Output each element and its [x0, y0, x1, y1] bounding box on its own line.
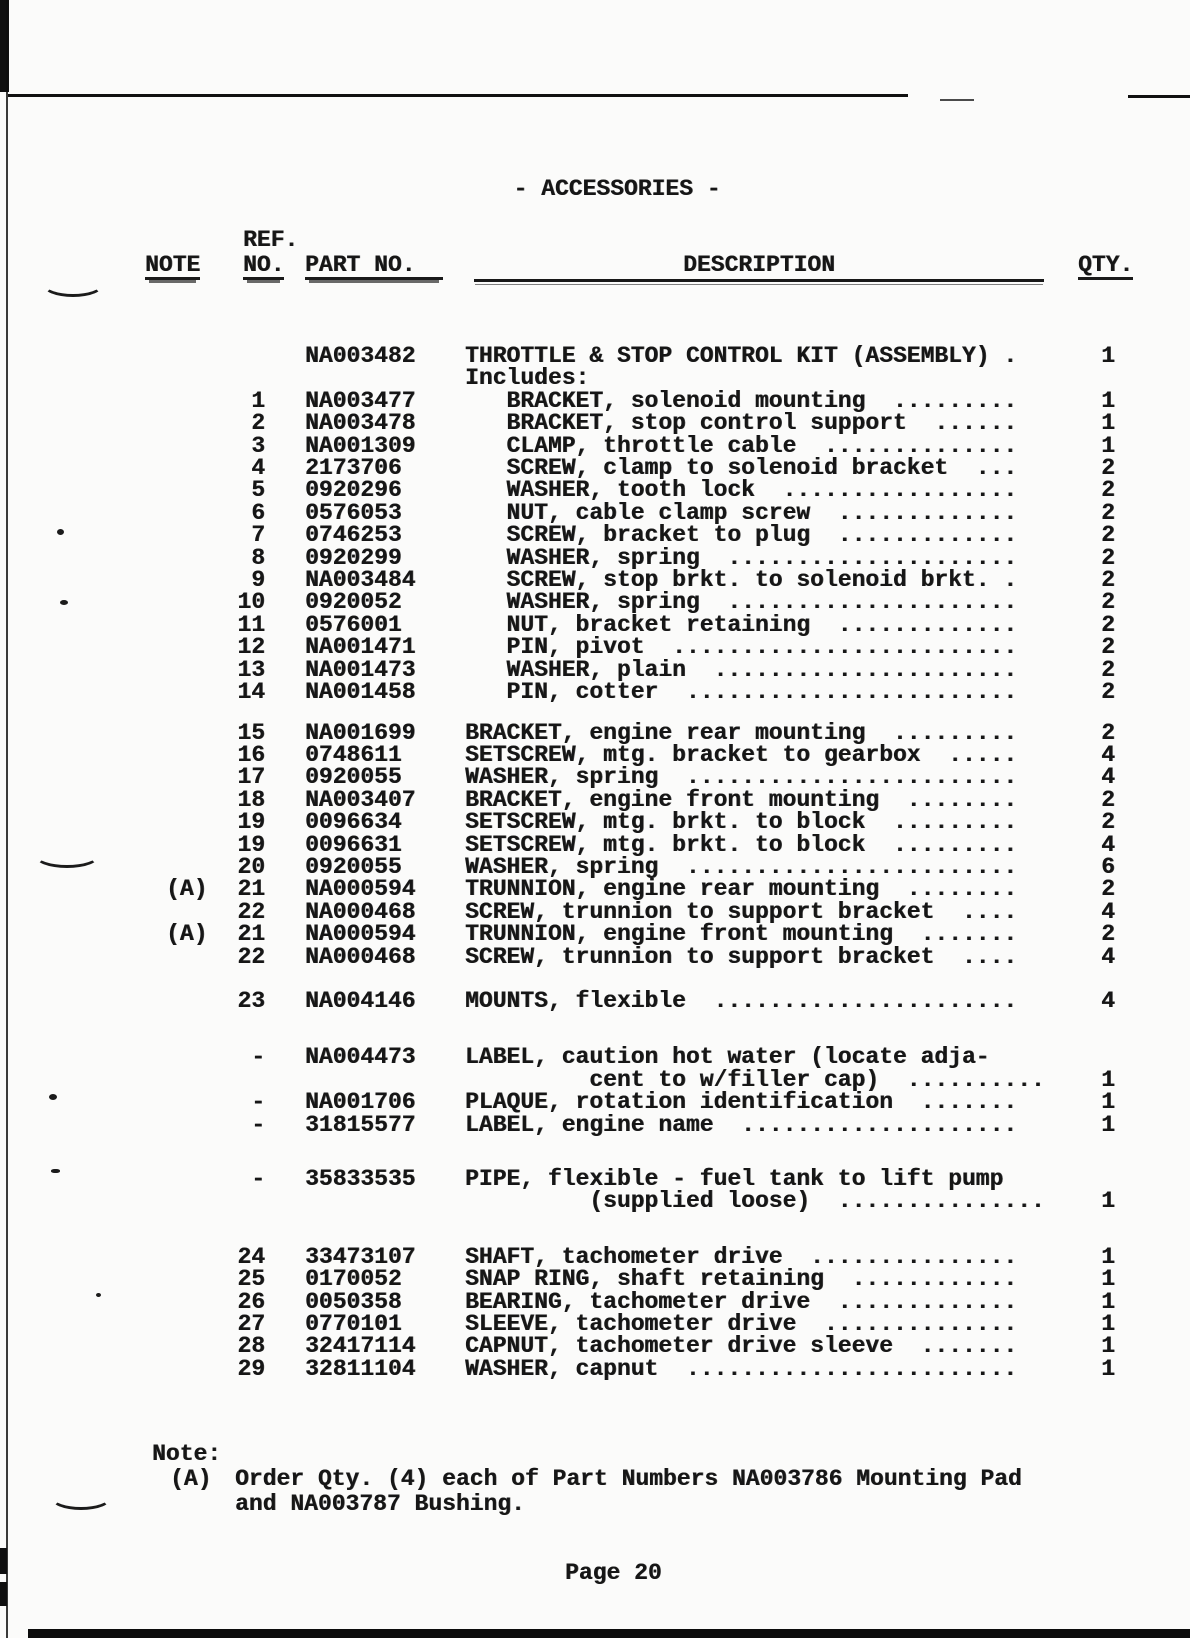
ink-speck [57, 529, 64, 535]
part-no-cell: 0050358 [305, 1288, 402, 1315]
qty-cell: 2 [1101, 786, 1115, 813]
page-number: Page 20 [565, 1560, 662, 1587]
part-no-cell: 0920055 [305, 764, 402, 791]
table-row [138, 943, 1138, 970]
ref-no-cell: 13 [237, 656, 265, 683]
ref-no-cell: - [251, 1044, 265, 1071]
part-no-cell [305, 1069, 465, 1091]
ref-no-cell: 11 [237, 611, 265, 638]
scan-bottom-left-mark [0, 1582, 7, 1606]
scan-left-edge-line [6, 0, 8, 1638]
qty-cell: 2 [1101, 455, 1115, 482]
table-row [138, 1066, 1138, 1093]
part-no-cell: 31815577 [305, 1111, 416, 1138]
ref-no-cell: 18 [237, 786, 265, 813]
ref-no-cell: 15 [237, 719, 265, 746]
note-cell [138, 1358, 237, 1380]
table-row [138, 522, 1138, 549]
part-no-cell: NA000468 [305, 898, 416, 925]
ref-no-cell: 10 [237, 589, 265, 616]
pen-swoosh-mark [50, 1484, 112, 1510]
table-row [138, 741, 1138, 768]
note-cell [138, 1168, 237, 1190]
part-no-cell [305, 367, 465, 389]
qty-cell: 1 [1101, 432, 1115, 459]
table-row [138, 656, 1138, 683]
ref-no-cell: 23 [237, 987, 265, 1014]
part-no-cell: 33473107 [305, 1243, 416, 1270]
table-row [138, 853, 1138, 880]
ref-no-cell: 12 [237, 634, 265, 661]
ref-no-cell: 1 [251, 387, 265, 414]
part-no-cell: NA003478 [305, 410, 416, 437]
part-no-cell: NA000594 [305, 921, 416, 948]
description-cell: WASHER, spring ..................... [465, 544, 1018, 571]
footnote-line1 [138, 1467, 1138, 1492]
qty-cell: 4 [1101, 943, 1115, 970]
note-cell [138, 636, 237, 658]
header-note: NOTE [145, 252, 201, 278]
pen-swoosh-mark [42, 271, 104, 297]
part-no-cell: NA001309 [305, 432, 416, 459]
description-cell: (supplied loose) ............... [465, 1188, 1045, 1215]
part-no-cell: NA001458 [305, 679, 416, 706]
table-row [138, 809, 1138, 836]
note-cell [138, 345, 237, 367]
description-cell: WASHER, capnut ........................ [465, 1355, 1018, 1382]
note-cell [138, 435, 237, 457]
note-cell [138, 457, 237, 479]
ref-no-cell: 19 [237, 831, 265, 858]
ref-no-cell [237, 345, 265, 367]
table-row [138, 1089, 1138, 1116]
table-row [138, 1044, 1138, 1071]
qty-cell: 2 [1101, 656, 1115, 683]
page-title: - ACCESSORIES - [513, 176, 721, 202]
qty-cell: 2 [1101, 921, 1115, 948]
part-no-cell: NA001471 [305, 634, 416, 661]
ref-no-cell: 6 [251, 499, 265, 526]
description-cell: TRUNNION, engine rear mounting ........ [465, 876, 1018, 903]
table-header [138, 229, 1138, 287]
part-no-cell: 0096631 [305, 831, 402, 858]
note-cell [138, 569, 237, 591]
note-cell [138, 834, 237, 856]
ref-no-cell: 25 [237, 1266, 265, 1293]
qty-cell [1078, 1046, 1138, 1068]
description-cell: SETSCREW, mtg. brkt. to block ......... [465, 809, 1018, 836]
part-no-cell: NA003482 [305, 343, 416, 369]
ref-no-cell: 28 [237, 1333, 265, 1360]
part-no-cell: 0920299 [305, 544, 402, 571]
ref-no-cell: 4 [251, 455, 265, 482]
ref-no-cell: 7 [251, 522, 265, 549]
note-cell [138, 502, 237, 524]
note-cell: (A) [166, 921, 208, 948]
table-row [138, 898, 1138, 925]
footnote-marker: (A) [170, 1466, 212, 1493]
description-cell: SHAFT, tachometer drive ............... [465, 1243, 1018, 1270]
note-cell [138, 722, 237, 744]
description-cell: WASHER, spring ........................ [465, 853, 1018, 880]
description-cell: SETSCREW, mtg. bracket to gearbox ..... [465, 741, 1018, 768]
description-cell: SCREW, clamp to solenoid bracket ... [465, 455, 1018, 482]
qty-cell: 1 [1101, 1188, 1115, 1215]
ref-no-cell: 5 [251, 477, 265, 504]
qty-cell: 2 [1101, 679, 1115, 706]
description-cell: WASHER, tooth lock ................. [465, 477, 1018, 504]
document [138, 178, 1138, 1585]
note-cell [138, 367, 237, 389]
note-cell [138, 659, 237, 681]
part-no-cell: NA004146 [305, 987, 416, 1014]
table-row [138, 611, 1138, 638]
ref-no-cell: 26 [237, 1288, 265, 1315]
ref-no-cell: 2 [251, 410, 265, 437]
qty-cell: 4 [1101, 987, 1115, 1014]
table-row [138, 1288, 1138, 1315]
table-row [138, 455, 1138, 482]
qty-cell: 1 [1101, 1311, 1115, 1338]
note-cell [138, 1291, 237, 1313]
note-cell [138, 1114, 237, 1136]
footnote-block [138, 1442, 1138, 1517]
table-row [138, 365, 1138, 392]
qty-cell: 2 [1101, 809, 1115, 836]
note-cell [138, 1268, 237, 1290]
part-no-cell: NA000468 [305, 943, 416, 970]
qty-cell: 1 [1101, 343, 1115, 369]
table-row [138, 499, 1138, 526]
description-cell: MOUNTS, flexible ...................... [465, 987, 1018, 1014]
qty-cell: 1 [1101, 1089, 1115, 1116]
qty-cell: 2 [1101, 634, 1115, 661]
part-no-cell: NA000594 [305, 876, 416, 903]
qty-cell: 1 [1101, 1333, 1115, 1360]
table-row [138, 921, 1138, 948]
note-cell [138, 856, 237, 878]
note-cell [138, 1335, 237, 1357]
table-row [138, 719, 1138, 746]
description-cell: WASHER, plain ...................... [465, 656, 1018, 683]
table-row [138, 432, 1138, 459]
note-cell [138, 1091, 237, 1113]
part-no-cell: 0770101 [305, 1311, 402, 1338]
table-row [138, 1311, 1138, 1338]
part-no-cell: NA003407 [305, 786, 416, 813]
table-row [138, 1188, 1138, 1215]
note-cell [138, 744, 237, 766]
note-cell [138, 681, 237, 703]
ink-speck [60, 600, 68, 605]
header-description: DESCRIPTION [683, 252, 835, 278]
description-underline [474, 279, 1044, 282]
scan-top-rule-dash [940, 99, 974, 101]
part-no-cell: 0576053 [305, 499, 402, 526]
part-no-cell: NA001699 [305, 719, 416, 746]
description-cell: SCREW, trunnion to support bracket .... [465, 943, 1018, 970]
table-row [138, 1266, 1138, 1293]
ref-no-cell: 14 [237, 679, 265, 706]
qty-cell: 1 [1101, 1288, 1115, 1315]
table-row [138, 345, 1138, 367]
part-no-cell: 0170052 [305, 1266, 402, 1293]
table-row [138, 876, 1138, 903]
description-cell: CLAMP, throttle cable .............. [465, 432, 1018, 459]
description-cell: PIN, cotter ........................ [465, 679, 1018, 706]
ink-speck [96, 1293, 101, 1297]
qty-cell: 2 [1101, 589, 1115, 616]
description-cell: WASHER, spring ........................ [465, 764, 1018, 791]
ref-no-cell: 29 [237, 1355, 265, 1382]
pen-swoosh-mark [34, 842, 100, 868]
description-cell: PIPE, flexible - fuel tank to lift pump [465, 1166, 1004, 1192]
qty-cell: 4 [1101, 764, 1115, 791]
part-no-cell: NA001473 [305, 656, 416, 683]
ref-no-cell: 3 [251, 432, 265, 459]
header-ref-line1: REF. [243, 227, 299, 253]
table-row [138, 1243, 1138, 1270]
qty-cell: 6 [1101, 853, 1115, 880]
qty-cell: 4 [1101, 741, 1115, 768]
description-cell: SLEEVE, tachometer drive .............. [465, 1311, 1018, 1338]
part-no-cell: NA003477 [305, 387, 416, 414]
part-no-cell: 0920052 [305, 589, 402, 616]
note-cell [138, 591, 237, 613]
description-cell: PIN, pivot ......................... [465, 634, 1018, 661]
description-cell: SETSCREW, mtg. brkt. to block ......... [465, 831, 1018, 858]
scan-top-rule-right [1128, 95, 1190, 98]
description-cell: BRACKET, engine front mounting ........ [465, 786, 1018, 813]
header-ref-line2: NO. [243, 252, 285, 278]
ref-no-cell: 21 [237, 921, 265, 948]
note-cell [138, 990, 237, 1012]
table-row [138, 987, 1138, 1014]
ref-no-cell [237, 367, 265, 389]
header-part-no: PART NO. [305, 254, 443, 280]
note-cell [138, 412, 237, 434]
note-cell [138, 811, 237, 833]
note-cell [138, 524, 237, 546]
description-cell: THROTTLE & STOP CONTROL KIT (ASSEMBLY) . [465, 343, 1018, 369]
note-cell [138, 479, 237, 501]
description-cell: NUT, cable clamp screw ............. [465, 499, 1018, 526]
table-row [138, 410, 1138, 437]
note-cell [138, 946, 237, 968]
ink-speck [51, 1169, 60, 1173]
part-no-cell: 2173706 [305, 455, 402, 482]
part-no-cell: NA001706 [305, 1089, 416, 1116]
note-cell [138, 547, 237, 569]
description-cell: NUT, bracket retaining ............. [465, 611, 1018, 638]
qty-cell: 1 [1101, 1266, 1115, 1293]
ref-no-cell [237, 1069, 265, 1091]
ref-no-cell: 24 [237, 1243, 265, 1270]
qty-cell [1078, 367, 1138, 389]
note-cell [138, 789, 237, 811]
description-cell: LABEL, engine name .................... [465, 1111, 1018, 1138]
part-no-cell: 0096634 [305, 809, 402, 836]
footnote-text: Order Qty. (4) each of Part Numbers NA003786 Mounting Pad [235, 1466, 1022, 1493]
note-cell [138, 1313, 237, 1335]
description-cell: CAPNUT, tachometer drive sleeve ....... [465, 1333, 1018, 1360]
description-cell: LABEL, caution hot water (locate adja- [465, 1044, 990, 1071]
table-row [138, 764, 1138, 791]
part-no-cell: 0746253 [305, 522, 402, 549]
part-no-cell: 32811104 [305, 1355, 416, 1382]
qty-cell: 2 [1101, 477, 1115, 504]
qty-cell: 2 [1101, 876, 1115, 903]
footnote-line2: and NA003787 Bushing. [235, 1491, 525, 1518]
scan-top-rule [8, 94, 908, 97]
ref-no-cell: - [251, 1166, 265, 1192]
qty-cell [1078, 1168, 1138, 1190]
qty-cell: 2 [1101, 544, 1115, 571]
qty-cell: 1 [1101, 1355, 1115, 1382]
description-cell: SCREW, trunnion to support bracket .... [465, 898, 1018, 925]
qty-cell: 2 [1101, 522, 1115, 549]
note-cell [138, 390, 237, 412]
ref-no-cell: 9 [251, 567, 265, 594]
table-row [138, 477, 1138, 504]
table-row [138, 1168, 1138, 1190]
ref-no-cell: 19 [237, 809, 265, 836]
table-row [138, 634, 1138, 661]
table-row [138, 387, 1138, 414]
description-cell: BRACKET, stop control support ...... [465, 410, 1018, 437]
qty-cell: 1 [1101, 387, 1115, 414]
ref-no-cell: - [251, 1089, 265, 1116]
ref-no-cell: 21 [237, 876, 265, 903]
table-row [138, 1111, 1138, 1138]
note-cell [138, 1246, 237, 1268]
table-row [138, 786, 1138, 813]
part-no-cell: 35833535 [305, 1166, 416, 1192]
description-cell: BRACKET, engine rear mounting ......... [465, 719, 1018, 746]
ref-no-cell: 22 [237, 943, 265, 970]
note-cell [138, 1069, 237, 1091]
qty-cell: 4 [1101, 898, 1115, 925]
table-row [138, 1355, 1138, 1382]
part-no-cell: 32417114 [305, 1333, 416, 1360]
description-cell: BRACKET, solenoid mounting ......... [465, 387, 1018, 414]
part-no-cell: NA003484 [305, 567, 416, 594]
header-qty: QTY. [1078, 252, 1134, 278]
table-row [138, 679, 1138, 706]
note-cell [138, 766, 237, 788]
part-no-cell [305, 1190, 465, 1212]
ref-no-cell: 22 [237, 898, 265, 925]
description-cell: cent to w/filler cap) .......... [465, 1066, 1045, 1093]
ref-no-cell: 17 [237, 764, 265, 791]
table-rows [138, 345, 1138, 1380]
note-cell [138, 1046, 237, 1068]
description-cell: WASHER, spring ..................... [465, 589, 1018, 616]
ref-no-cell: 20 [237, 853, 265, 880]
description-cell: BEARING, tachometer drive ............. [465, 1288, 1018, 1315]
scan-bottom-bar [28, 1629, 1190, 1638]
table-row [138, 831, 1138, 858]
ink-speck [49, 1094, 57, 1100]
part-no-cell: NA004473 [305, 1044, 416, 1071]
table-row [138, 544, 1138, 571]
ref-no-cell: 16 [237, 741, 265, 768]
description-cell: PLAQUE, rotation identification ....... [465, 1089, 1018, 1116]
qty-cell: 2 [1101, 499, 1115, 526]
table-row [138, 1333, 1138, 1360]
ref-no-cell [237, 1190, 265, 1212]
note-cell: (A) [166, 876, 208, 903]
qty-cell: 2 [1101, 719, 1115, 746]
description-cell: SCREW, stop brkt. to solenoid brkt. . [465, 567, 1018, 594]
ref-no-cell: 27 [237, 1311, 265, 1338]
qty-cell: 2 [1101, 567, 1115, 594]
ref-no-cell: - [251, 1111, 265, 1138]
scan-bottom-left-mark [0, 1548, 7, 1574]
footnote-label: Note: [152, 1441, 222, 1468]
qty-cell: 4 [1101, 831, 1115, 858]
table-row [138, 589, 1138, 616]
qty-cell: 1 [1101, 410, 1115, 437]
part-no-cell: 0748611 [305, 741, 402, 768]
description-cell: SCREW, bracket to plug ............. [465, 522, 1018, 549]
ref-no-cell: 8 [251, 544, 265, 571]
note-cell [138, 614, 237, 636]
qty-cell: 1 [1101, 1243, 1115, 1270]
part-no-cell: 0576001 [305, 611, 402, 638]
note-cell [138, 901, 237, 923]
description-cell: TRUNNION, engine front mounting ....... [465, 921, 1018, 948]
qty-cell: 2 [1101, 611, 1115, 638]
description-cell: SNAP RING, shaft retaining ............ [465, 1266, 1018, 1293]
part-no-cell: 0920055 [305, 853, 402, 880]
qty-cell: 1 [1101, 1111, 1115, 1138]
qty-cell: 1 [1101, 1066, 1115, 1093]
note-cell [138, 1190, 237, 1212]
description-cell: Includes: [465, 365, 590, 392]
table-row [138, 567, 1138, 594]
part-no-cell: 0920296 [305, 477, 402, 504]
